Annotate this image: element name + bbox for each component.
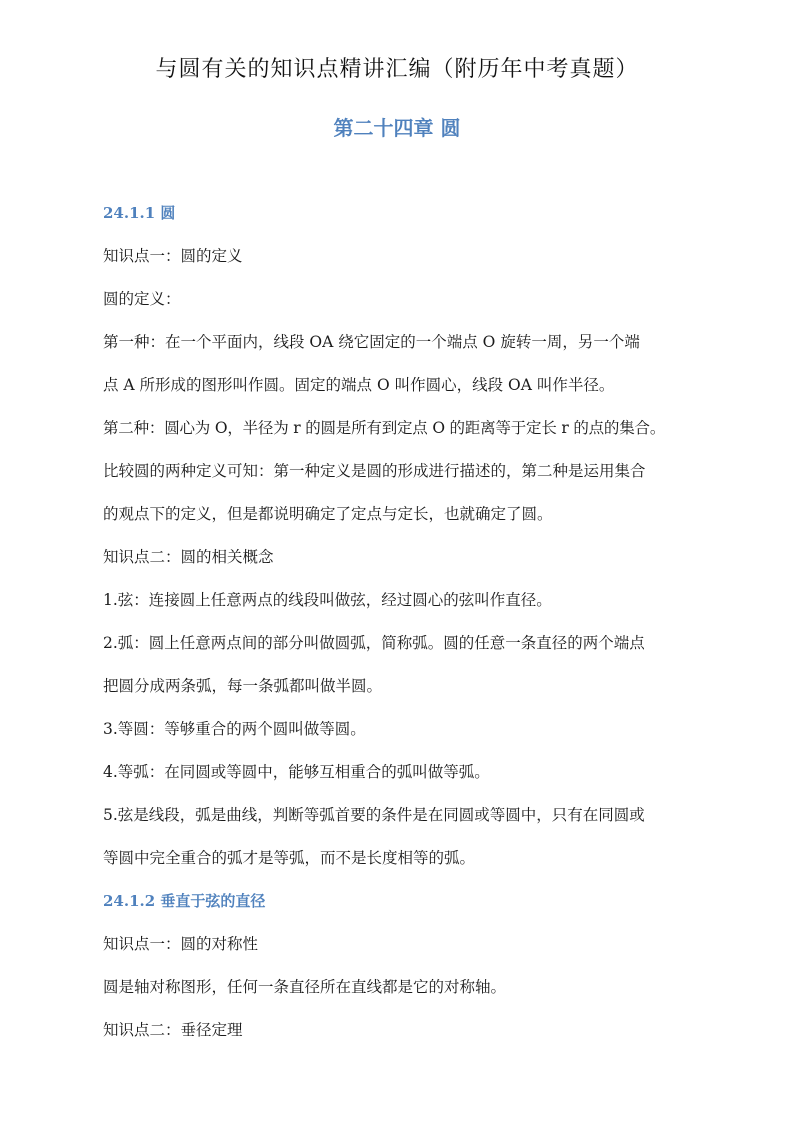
definition-label: 圆的定义： <box>103 290 181 308</box>
paragraph-symmetry: 圆是轴对称图形，任何一条直径所在直线都是它的对称轴。 <box>103 978 507 996</box>
list-item-equal-circle: 3.等圆：等够重合的两个圆叫做等圆。 <box>103 720 366 738</box>
knowledge-point-title: 知识点一：圆的定义 <box>103 247 243 265</box>
list-item-note-2: 等圆中完全重合的弧才是等弧，而不是长度相等的弧。 <box>103 849 476 867</box>
list-item-note-1: 5.弦是线段，弧是曲线，判断等弧首要的条件是在同圆或等圆中，只有在同圆或 <box>103 806 645 824</box>
document-body <box>103 192 703 1052</box>
knowledge-point-title: 知识点一：圆的对称性 <box>103 935 259 953</box>
chapter-title: 第二十四章 圆 <box>333 116 461 140</box>
list-item-arc-1: 2.弧：圆上任意两点间的部分叫做圆弧，简称弧。圆的任意一条直径的两个端点 <box>103 634 645 652</box>
list-item-chord: 1.弦：连接圆上任意两点的线段叫做弦，经过圆心的弦叫作直径。 <box>103 591 552 609</box>
paragraph-first-definition-1: 第一种：在一个平面内，线段 OA 绕它固定的一个端点 O 旋转一周，另一个端 <box>103 333 640 351</box>
knowledge-point-title: 知识点二：圆的相关概念 <box>103 548 274 566</box>
knowledge-point-title: 知识点二：垂径定理 <box>103 1021 243 1039</box>
list-item-equal-arc: 4.等弧：在同圆或等圆中，能够互相重合的弧叫做等弧。 <box>103 763 490 781</box>
list-item-arc-2: 把圆分成两条弧，每一条弧都叫做半圆。 <box>103 677 383 695</box>
paragraph-comparison-1: 比较圆的两种定义可知：第一种定义是圆的形成进行描述的，第二种是运用集合 <box>103 462 646 480</box>
document-title: 与圆有关的知识点精讲汇编（附历年中考真题） <box>155 57 639 82</box>
paragraph-comparison-2: 的观点下的定义，但是都说明确定了定点与定长，也就确定了圆。 <box>103 505 553 523</box>
section-heading-24-1-2: 24.1.2 垂直于弦的直径 <box>103 892 266 910</box>
section-heading-24-1-1: 24.1.1 圆 <box>103 204 176 222</box>
paragraph-second-definition: 第二种：圆心为 O，半径为 r 的圆是所有到定点 O 的距离等于定长 r 的点的集合。 <box>103 419 666 437</box>
paragraph-first-definition-2: 点 A 所形成的图形叫作圆。固定的端点 O 叫作圆心，线段 OA 叫作半径。 <box>103 376 615 394</box>
